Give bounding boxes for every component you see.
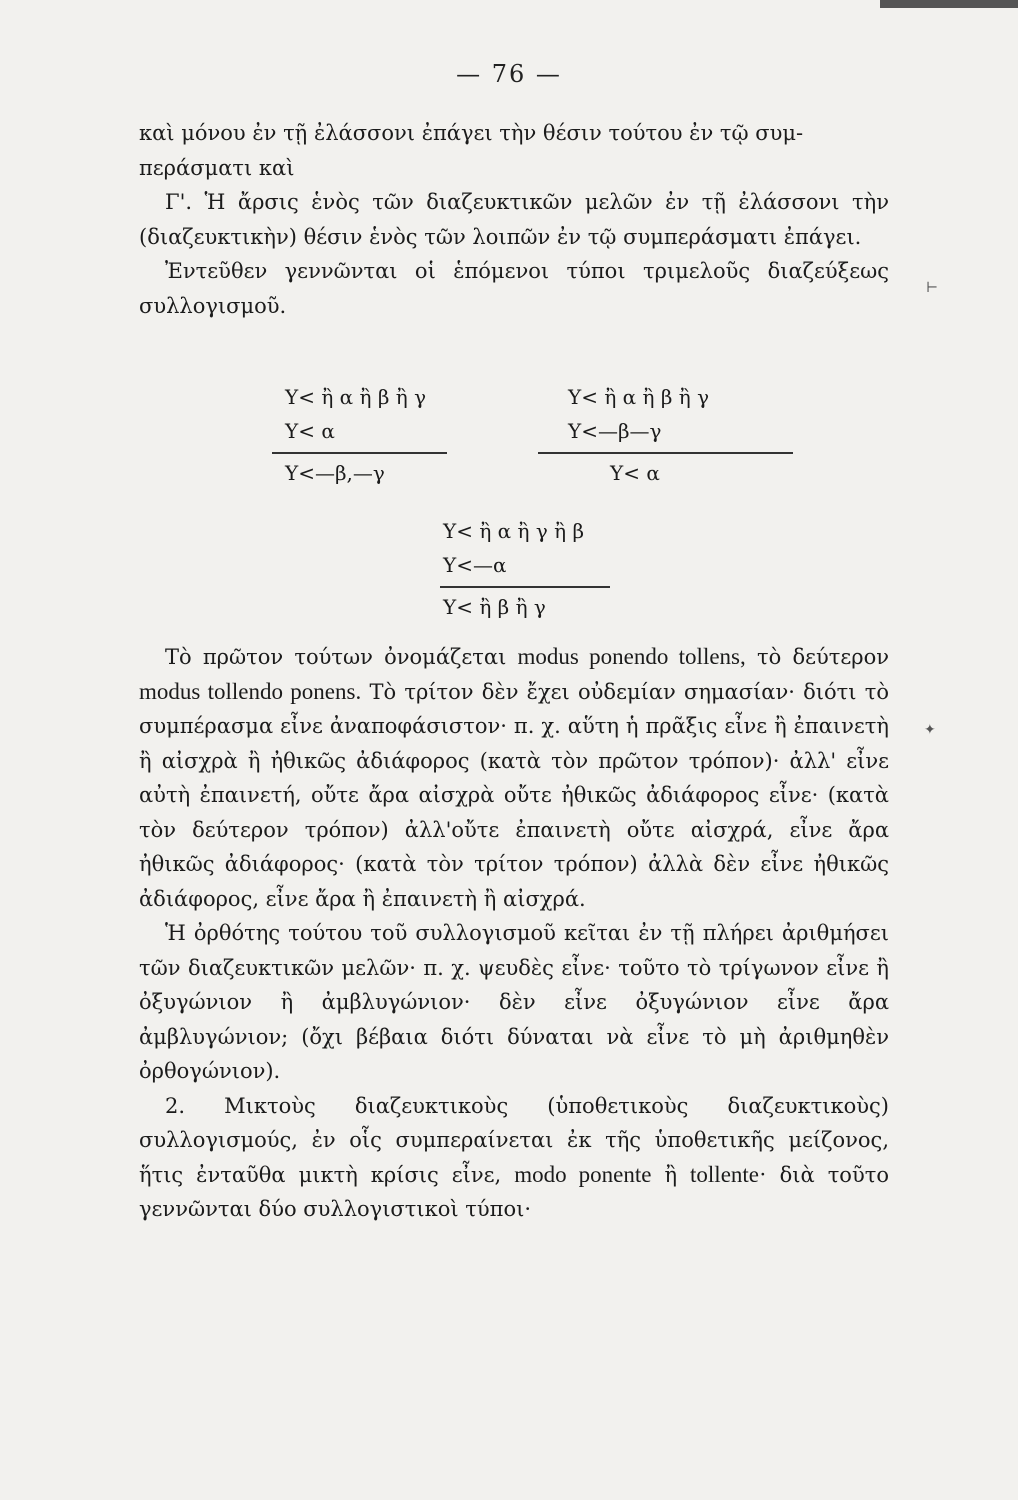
opening-text <box>139 116 889 323</box>
syllogism-1-conclusion: Υ<—β,—γ <box>285 461 385 485</box>
syllogism-3-major: Υ< ἢ α ἢ γ ἢ β <box>443 519 585 543</box>
syllogism-3-minor: Υ<—α <box>443 553 507 577</box>
paragraph-gamma: Γ'. Ἡ ἄρσις ἑνὸς τῶν διαζευκτικῶν μελῶν ἐν τῇ ἐλάσσονι τὴν (διαζευκτικὴν) θέσιν ἑνὸς τῶν λοιπῶν ἐν τῷ συμπεράσματι ἐπάγει. <box>139 190 889 249</box>
page-number: — 76 — <box>456 60 562 88</box>
syllogism-1-major: Υ< ἢ α ἢ β ἢ γ <box>285 385 427 409</box>
syllogism-1-minor: Υ< α <box>285 419 335 443</box>
syllogism-2-minor: Υ<—β—γ <box>568 419 662 443</box>
syllogism-2-conclusion: Υ< α <box>610 461 660 485</box>
body-text <box>139 640 889 1227</box>
margin-tick: ⊢ <box>926 280 939 296</box>
paragraph-modus: Τὸ πρῶτον τούτων ὀνομάζεται modus ponendo tollens, τὸ δεύτερον modus tollendo ponens. Τὸ τρίτον δὲν ἔχει οὐδεμίαν σημασίαν· διότι τὸ συμπέρασμα εἶνε ἀναποφάσιστον· π. χ. αὕτη ἡ πρᾶξις εἶνε ἢ ἐπαινετὴ ἢ αἰσχρὰ ἢ ἠθικῶς ἀδιάφορος (κατὰ τὸν πρῶτον τρόπον)· ἀλλ' εἶνε αὐτὴ ἐπαινετή, οὔτε ἄρα αἰσχρὰ οὔτε ἠθικῶς ἀδιάφορος εἶνε· (κατὰ τὸν δεύτερον τρόπον) ἀλλ'οὔτε ἐπαινετὴ οὔτε αἰσχρά, εἶνε ἄρα ἠθικῶς ἀδιάφορος· (κατὰ τὸν τρίτον τρόπον) ἀλλὰ δὲν εἶνε ἠθικῶς ἀδιάφορος, εἶνε ἄρα ἢ ἐπαινετὴ ἢ αἰσχρά. <box>139 644 890 911</box>
syllogism-2-rule <box>538 452 793 454</box>
text-line: περάσματι καὶ <box>139 155 295 180</box>
paragraph-orthotes: Ἡ ὀρθότης τούτου τοῦ συλλογισμοῦ κεῖται ἐν τῇ πλήρει ἀριθμήσει τῶν διαζευκτικῶν μελῶν· π. χ. ψευδὲς εἶνε· τοῦτο τὸ τρίγωνον εἶνε ἢ ὀξυγώνιον ἢ ἀμβλυγώνιον· δὲν εἶνε ὀξυγώνιον εἶνε ἄρα ἀμβλυγώνιον; (ὄχι βέβαια διότι δύναται νὰ εἶνε τὸ μὴ ἀριθμηθὲν ὀρθογώνιον). <box>139 921 889 1083</box>
syllogism-3-conclusion: Υ< ἢ β ἢ γ <box>443 595 546 619</box>
syllogism-1-rule <box>272 452 447 454</box>
paragraph-entheuthen: Ἐντεῦθεν γεννῶνται οἱ ἑπόμενοι τύποι τριμελοῦς διαζεύξεως συλλογισμοῦ. <box>139 259 889 318</box>
margin-tick: ✦ <box>924 722 936 738</box>
syllogism-3-rule <box>440 586 610 588</box>
syllogism-2-major: Υ< ἢ α ἢ β ἢ γ <box>568 385 710 409</box>
paragraph-miktous: 2. Μικτοὺς διαζευκτικοὺς (ὑποθετικοὺς διαζευκτικοὺς) συλλογισμούς, ἐν οἷς συμπεραίνεται ἐκ τῆς ὑποθετικῆς μείζονος, ἥτις ἐνταῦθα μικτὴ κρίσις εἶνε, modo ponente ἢ tollente· διὰ τοῦτο γεννῶνται δύο συλλογιστικοὶ τύποι· <box>139 1093 889 1221</box>
text-line: καὶ μόνου ἐν τῇ ἐλάσσονι ἐπάγει τὴν θέσιν τούτου ἐν τῷ συμ- <box>139 121 804 145</box>
top-edge-shadow <box>880 0 1018 8</box>
